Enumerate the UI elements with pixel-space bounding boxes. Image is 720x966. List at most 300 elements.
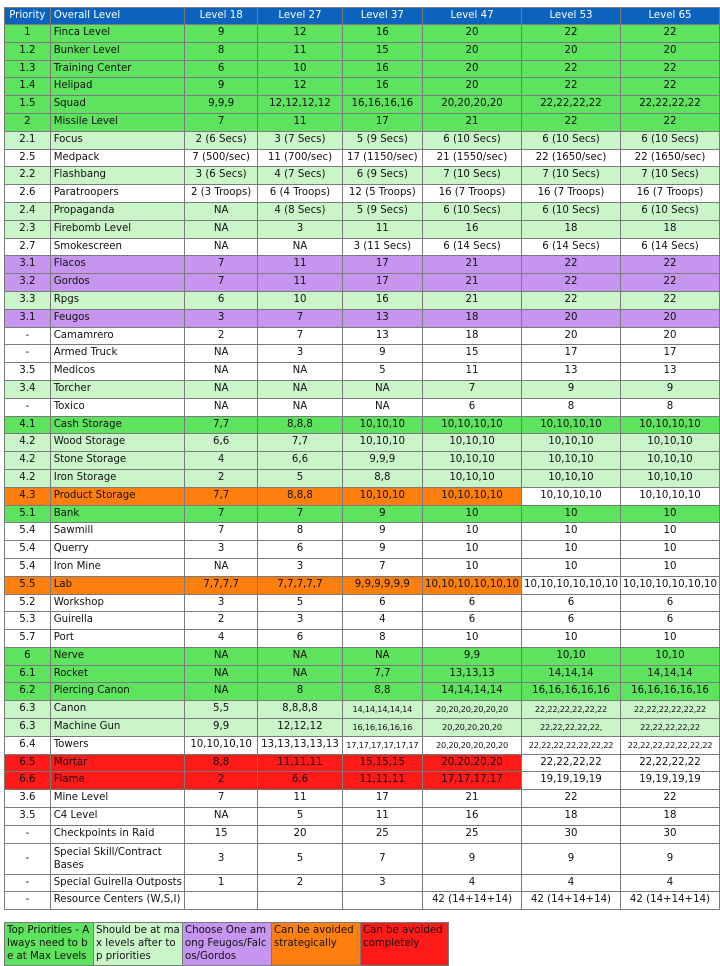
level-value-cell: 22: [620, 25, 719, 43]
legend-item: Should be at max levels after top priorities: [94, 923, 183, 966]
table-row: [5, 113, 720, 131]
level-value-cell: 3: [184, 309, 257, 327]
priority-cell: 3.3: [5, 291, 51, 309]
level-value-cell: 9: [342, 541, 422, 559]
level-value-cell: 18: [522, 808, 621, 826]
level-value-cell: 6: [342, 594, 422, 612]
level-value-cell: 10,10: [620, 647, 719, 665]
level-value-cell: 7 (10 Secs): [522, 167, 621, 185]
priority-cell: 2.6: [5, 185, 51, 203]
building-name-cell: Mine Level: [50, 790, 184, 808]
level-value-cell: 18: [620, 808, 719, 826]
level-value-cell: 4: [184, 452, 257, 470]
table-row: [5, 558, 720, 576]
level-value-cell: 11: [258, 113, 342, 131]
level-value-cell: 6 (10 Secs): [423, 131, 522, 149]
level-value-cell: 22,22,22,22,22,22: [620, 701, 719, 719]
level-value-cell: 7: [423, 380, 522, 398]
level-value-cell: 9,9,9: [184, 96, 257, 114]
priority-cell: 1.3: [5, 60, 51, 78]
building-name-cell: Wood Storage: [50, 434, 184, 452]
level-value-cell: 13,13,13,13,13: [258, 736, 342, 754]
level-value-cell: 11: [342, 220, 422, 238]
level-value-cell: 22: [522, 256, 621, 274]
level-value-cell: 4 (8 Secs): [258, 202, 342, 220]
level-value-cell: 4: [620, 874, 719, 892]
level-value-cell: 9: [342, 523, 422, 541]
building-name-cell: Mortar: [50, 754, 184, 772]
level-value-cell: 6,6: [258, 452, 342, 470]
level-value-cell: 10: [423, 523, 522, 541]
building-name-cell: Sawmill: [50, 523, 184, 541]
level-value-cell: 10: [423, 558, 522, 576]
level-value-cell: 15,15,15: [342, 754, 422, 772]
level-value-cell: 4: [184, 630, 257, 648]
legend-item: Can be avoided strategically: [272, 923, 361, 966]
table-row: [5, 701, 720, 719]
level-value-cell: 6 (10 Secs): [522, 131, 621, 149]
table-row: [5, 630, 720, 648]
level-value-cell: 4: [423, 874, 522, 892]
level-value-cell: 3: [342, 874, 422, 892]
level-value-cell: 8: [184, 42, 257, 60]
level-value-cell: 10: [620, 558, 719, 576]
legend-item: Top Priorities - Always need to be at Max Levels: [5, 923, 94, 966]
level-value-cell: 22: [522, 113, 621, 131]
priority-cell: 2.5: [5, 149, 51, 167]
level-value-cell: 10: [423, 505, 522, 523]
priority-cell: 3.5: [5, 363, 51, 381]
level-value-cell: 22: [522, 291, 621, 309]
priority-cell: 4.2: [5, 452, 51, 470]
table-row: [5, 345, 720, 363]
level-value-cell: [258, 892, 342, 910]
level-value-cell: NA: [184, 345, 257, 363]
building-name-cell: Rocket: [50, 665, 184, 683]
priority-cell: 3.5: [5, 808, 51, 826]
level-value-cell: 17: [342, 790, 422, 808]
table-row: [5, 131, 720, 149]
level-value-cell: 22: [620, 790, 719, 808]
level-value-cell: 7: [184, 274, 257, 292]
level-value-cell: [184, 892, 257, 910]
header-row: [5, 8, 720, 25]
level-value-cell: 3: [258, 220, 342, 238]
priority-cell: 5.4: [5, 523, 51, 541]
priority-cell: 1.4: [5, 78, 51, 96]
level-value-cell: 16: [342, 25, 422, 43]
level-value-cell: 7: [184, 523, 257, 541]
priority-cell: 3.6: [5, 790, 51, 808]
priority-cell: 5.4: [5, 541, 51, 559]
level-value-cell: 5 (9 Secs): [342, 202, 422, 220]
level-value-cell: NA: [184, 380, 257, 398]
level-value-cell: 6: [258, 541, 342, 559]
level-value-cell: 14,14,14: [522, 665, 621, 683]
level-value-cell: 22,22,22,22: [620, 754, 719, 772]
building-name-cell: Guirella: [50, 612, 184, 630]
level-value-cell: 3 (6 Secs): [184, 167, 257, 185]
building-name-cell: Resource Centers (W,S,I): [50, 892, 184, 910]
level-value-cell: 20,20,20,20,20,20: [423, 701, 522, 719]
level-value-cell: 10,10,10: [423, 434, 522, 452]
level-value-cell: 9: [423, 843, 522, 874]
level-value-cell: 13: [342, 309, 422, 327]
table-row: [5, 256, 720, 274]
level-value-cell: 4: [342, 612, 422, 630]
level-value-cell: 21: [423, 256, 522, 274]
level-value-cell: 13: [522, 363, 621, 381]
level-value-cell: 6 (14 Secs): [522, 238, 621, 256]
level-value-cell: 10: [620, 523, 719, 541]
level-value-cell: 9: [184, 25, 257, 43]
priority-cell: 5.1: [5, 505, 51, 523]
priority-cell: 3.1: [5, 309, 51, 327]
level-value-cell: 12 (5 Troops): [342, 185, 422, 203]
level-value-cell: NA: [258, 238, 342, 256]
level-value-cell: 2: [258, 874, 342, 892]
level-value-cell: 13: [342, 327, 422, 345]
level-value-cell: 16: [342, 60, 422, 78]
building-name-cell: Missile Level: [50, 113, 184, 131]
priority-cell: 5.4: [5, 558, 51, 576]
priority-cell: 6.1: [5, 665, 51, 683]
priority-cell: -: [5, 345, 51, 363]
level-value-cell: 17: [620, 345, 719, 363]
level-value-cell: 10,10,10: [342, 487, 422, 505]
table-row: [5, 238, 720, 256]
table-row: [5, 25, 720, 43]
level-value-cell: 9,9: [423, 647, 522, 665]
level-value-cell: 30: [522, 825, 621, 843]
level-value-cell: 7 (10 Secs): [423, 167, 522, 185]
level-value-cell: 6 (10 Secs): [522, 202, 621, 220]
level-value-cell: 7 (10 Secs): [620, 167, 719, 185]
table-row: [5, 363, 720, 381]
level-value-cell: 8,8,8: [258, 487, 342, 505]
level-value-cell: 8: [522, 398, 621, 416]
building-name-cell: Checkpoints in Raid: [50, 825, 184, 843]
level-value-cell: 22,22,22,22,22,: [522, 719, 621, 737]
level-value-cell: 6 (10 Secs): [423, 202, 522, 220]
level-value-cell: 10,10,10: [522, 469, 621, 487]
level-value-cell: 10: [620, 541, 719, 559]
level-value-cell: 10,10,10,10,10,10: [522, 576, 621, 594]
building-name-cell: Finca Level: [50, 25, 184, 43]
level-value-cell: 17 (1150/sec): [342, 149, 422, 167]
level-value-cell: 7 (500/sec): [184, 149, 257, 167]
level-value-cell: 11: [258, 790, 342, 808]
level-value-cell: 7: [258, 327, 342, 345]
level-value-cell: 17: [342, 113, 422, 131]
priority-cell: 2.3: [5, 220, 51, 238]
table-row: [5, 96, 720, 114]
level-value-cell: 2: [184, 327, 257, 345]
level-value-cell: 10: [258, 291, 342, 309]
building-name-cell: Flame: [50, 772, 184, 790]
level-value-cell: 22: [522, 78, 621, 96]
priority-cell: 2.1: [5, 131, 51, 149]
level-value-cell: 10,10,10: [522, 434, 621, 452]
level-value-cell: 10,10,10,10: [423, 416, 522, 434]
level-value-cell: 16,16,16,16,16: [342, 719, 422, 737]
level-value-cell: 8: [258, 523, 342, 541]
level-value-cell: 20: [423, 78, 522, 96]
level-value-cell: 20: [423, 60, 522, 78]
level-value-cell: 11: [258, 256, 342, 274]
level-value-cell: 22: [620, 78, 719, 96]
level-value-cell: 22: [620, 113, 719, 131]
level-value-cell: 4 (7 Secs): [258, 167, 342, 185]
level-value-cell: 15: [423, 345, 522, 363]
building-name-cell: Flacos: [50, 256, 184, 274]
level-value-cell: 10: [620, 630, 719, 648]
priority-cell: -: [5, 327, 51, 345]
table-row: [5, 612, 720, 630]
building-name-cell: Piercing Canon: [50, 683, 184, 701]
level-value-cell: 30: [620, 825, 719, 843]
priority-cell: 6.3: [5, 701, 51, 719]
level-value-cell: 10: [522, 541, 621, 559]
level-value-cell: 10: [522, 558, 621, 576]
priority-cell: 6.3: [5, 719, 51, 737]
building-name-cell: Torcher: [50, 380, 184, 398]
priority-cell: 6.6: [5, 772, 51, 790]
level-value-cell: 10: [423, 630, 522, 648]
level-value-cell: NA: [184, 647, 257, 665]
priority-cell: 3.4: [5, 380, 51, 398]
table-row: [5, 665, 720, 683]
level-value-cell: 20: [620, 327, 719, 345]
level-value-cell: 14,14,14: [620, 665, 719, 683]
table-row: [5, 683, 720, 701]
level-value-cell: 5 (9 Secs): [342, 131, 422, 149]
level-value-cell: 10: [522, 523, 621, 541]
level-value-cell: 10,10,10: [342, 434, 422, 452]
building-name-cell: Nerve: [50, 647, 184, 665]
level-value-cell: 7,7: [184, 416, 257, 434]
level-value-cell: 10,10,10,10: [620, 416, 719, 434]
priority-cell: 6.4: [5, 736, 51, 754]
level-value-cell: 22: [522, 274, 621, 292]
level-value-cell: NA: [184, 202, 257, 220]
table-row: [5, 149, 720, 167]
priority-cell: -: [5, 892, 51, 910]
level-value-cell: 42 (14+14+14): [522, 892, 621, 910]
level-value-cell: 22: [522, 25, 621, 43]
building-name-cell: Bank: [50, 505, 184, 523]
level-value-cell: 5: [258, 808, 342, 826]
level-value-cell: 7,7: [184, 487, 257, 505]
level-value-cell: 10,10,10,10: [522, 416, 621, 434]
level-value-cell: 6 (4 Troops): [258, 185, 342, 203]
building-name-cell: Workshop: [50, 594, 184, 612]
level-value-cell: 6 (14 Secs): [620, 238, 719, 256]
level-value-cell: 15: [184, 825, 257, 843]
level-value-cell: 19,19,19,19: [620, 772, 719, 790]
table-body: [5, 25, 720, 910]
level-value-cell: 16 (7 Troops): [522, 185, 621, 203]
level-value-cell: 3: [258, 345, 342, 363]
level-value-cell: 6,6: [258, 772, 342, 790]
table-row: [5, 60, 720, 78]
level-value-cell: 16 (7 Troops): [423, 185, 522, 203]
table-row: [5, 576, 720, 594]
level-value-cell: 9: [522, 843, 621, 874]
building-name-cell: Machine Gun: [50, 719, 184, 737]
level-value-cell: 20,20,20,20: [423, 754, 522, 772]
level-value-cell: 11,11,11: [258, 754, 342, 772]
level-value-cell: 16: [423, 808, 522, 826]
building-name-cell: Gordos: [50, 274, 184, 292]
overall-level-header: Overall Level: [50, 8, 184, 25]
table-row: [5, 398, 720, 416]
level-value-cell: NA: [184, 238, 257, 256]
level-value-cell: 9: [620, 380, 719, 398]
level-value-cell: 8: [258, 683, 342, 701]
level-value-cell: 17: [342, 256, 422, 274]
level-value-cell: 6: [522, 594, 621, 612]
level-header: Level 37: [342, 8, 422, 25]
building-name-cell: Port: [50, 630, 184, 648]
priority-cell: 3.2: [5, 274, 51, 292]
priority-cell: 2.7: [5, 238, 51, 256]
level-value-cell: 20: [522, 42, 621, 60]
level-value-cell: 7: [342, 558, 422, 576]
level-value-cell: 22 (1650/sec): [522, 149, 621, 167]
level-value-cell: 9,9,9: [342, 452, 422, 470]
building-name-cell: C4 Level: [50, 808, 184, 826]
priority-cell: 4.2: [5, 434, 51, 452]
level-value-cell: 2: [184, 612, 257, 630]
level-value-cell: 22,22,22,22,22,22,22: [620, 736, 719, 754]
level-value-cell: 22,22,22,22: [522, 96, 621, 114]
level-value-cell: 8,8: [342, 683, 422, 701]
level-value-cell: 8,8: [342, 469, 422, 487]
level-value-cell: 3: [258, 558, 342, 576]
level-value-cell: 2 (6 Secs): [184, 131, 257, 149]
building-name-cell: Squad: [50, 96, 184, 114]
level-value-cell: 10,10,10: [423, 452, 522, 470]
level-value-cell: 11: [258, 42, 342, 60]
level-value-cell: 20: [620, 309, 719, 327]
table-row: [5, 380, 720, 398]
level-value-cell: 10,10,10,10,10,10: [620, 576, 719, 594]
priority-cell: 5.3: [5, 612, 51, 630]
level-value-cell: 20: [522, 309, 621, 327]
building-name-cell: Product Storage: [50, 487, 184, 505]
building-name-cell: Helipad: [50, 78, 184, 96]
level-value-cell: 21: [423, 790, 522, 808]
level-value-cell: NA: [258, 363, 342, 381]
table-row: [5, 469, 720, 487]
building-name-cell: Stone Storage: [50, 452, 184, 470]
level-value-cell: 7: [342, 843, 422, 874]
priority-cell: 6.5: [5, 754, 51, 772]
level-value-cell: 13: [620, 363, 719, 381]
level-value-cell: 21: [423, 274, 522, 292]
table-row: [5, 327, 720, 345]
level-value-cell: 21: [423, 291, 522, 309]
level-value-cell: NA: [184, 683, 257, 701]
table-row: [5, 78, 720, 96]
level-value-cell: 14,14,14,14: [423, 683, 522, 701]
table-row: [5, 874, 720, 892]
priority-cell: 3.1: [5, 256, 51, 274]
level-value-cell: 8: [342, 630, 422, 648]
level-value-cell: 15: [342, 42, 422, 60]
building-name-cell: Medicos: [50, 363, 184, 381]
level-value-cell: 12,12,12,12: [258, 96, 342, 114]
table-row: [5, 274, 720, 292]
level-value-cell: 7: [184, 256, 257, 274]
level-value-cell: 10,10,10,10: [620, 487, 719, 505]
building-name-cell: Iron Mine: [50, 558, 184, 576]
level-value-cell: 3 (7 Secs): [258, 131, 342, 149]
level-value-cell: 16 (7 Troops): [620, 185, 719, 203]
level-value-cell: 17,17,17,17,17,17: [342, 736, 422, 754]
level-value-cell: 14,14,14,14,14: [342, 701, 422, 719]
level-value-cell: 6 (10 Secs): [620, 131, 719, 149]
level-value-cell: 10,10,10,10: [522, 487, 621, 505]
level-header: Level 47: [423, 8, 522, 25]
table-row: [5, 434, 720, 452]
level-value-cell: 7: [184, 505, 257, 523]
table-row: [5, 487, 720, 505]
building-name-cell: Towers: [50, 736, 184, 754]
table-row: [5, 843, 720, 874]
level-value-cell: 6 (10 Secs): [620, 202, 719, 220]
table-row: [5, 594, 720, 612]
level-value-cell: 22: [522, 790, 621, 808]
table-row: [5, 416, 720, 434]
level-value-cell: 22,22,22,22: [620, 96, 719, 114]
level-value-cell: 7: [258, 505, 342, 523]
level-value-cell: 8: [620, 398, 719, 416]
building-name-cell: Canon: [50, 701, 184, 719]
level-value-cell: 22: [620, 291, 719, 309]
table-row: [5, 220, 720, 238]
level-value-cell: 3: [184, 541, 257, 559]
level-value-cell: 6: [423, 612, 522, 630]
priority-cell: 5.7: [5, 630, 51, 648]
priority-cell: 6.2: [5, 683, 51, 701]
level-value-cell: 22,22,22,22,22: [620, 719, 719, 737]
level-value-cell: 6: [620, 594, 719, 612]
building-name-cell: Toxico: [50, 398, 184, 416]
level-value-cell: 6 (14 Secs): [423, 238, 522, 256]
level-value-cell: 21 (1550/sec): [423, 149, 522, 167]
building-name-cell: Lab: [50, 576, 184, 594]
level-value-cell: 18: [620, 220, 719, 238]
level-value-cell: 10,10,10: [620, 469, 719, 487]
legend-item: Can be avoided completely: [361, 923, 449, 966]
level-value-cell: 5: [342, 363, 422, 381]
table-row: [5, 202, 720, 220]
level-value-cell: 7: [258, 309, 342, 327]
level-value-cell: 6: [620, 612, 719, 630]
table-row: [5, 736, 720, 754]
priority-cell: 2.2: [5, 167, 51, 185]
level-value-cell: 11,11,11: [342, 772, 422, 790]
level-header: Level 53: [522, 8, 621, 25]
building-name-cell: Focus: [50, 131, 184, 149]
level-value-cell: NA: [258, 665, 342, 683]
level-value-cell: 22: [620, 60, 719, 78]
level-value-cell: 12: [258, 78, 342, 96]
level-value-cell: 22: [620, 274, 719, 292]
priority-cell: 1.2: [5, 42, 51, 60]
